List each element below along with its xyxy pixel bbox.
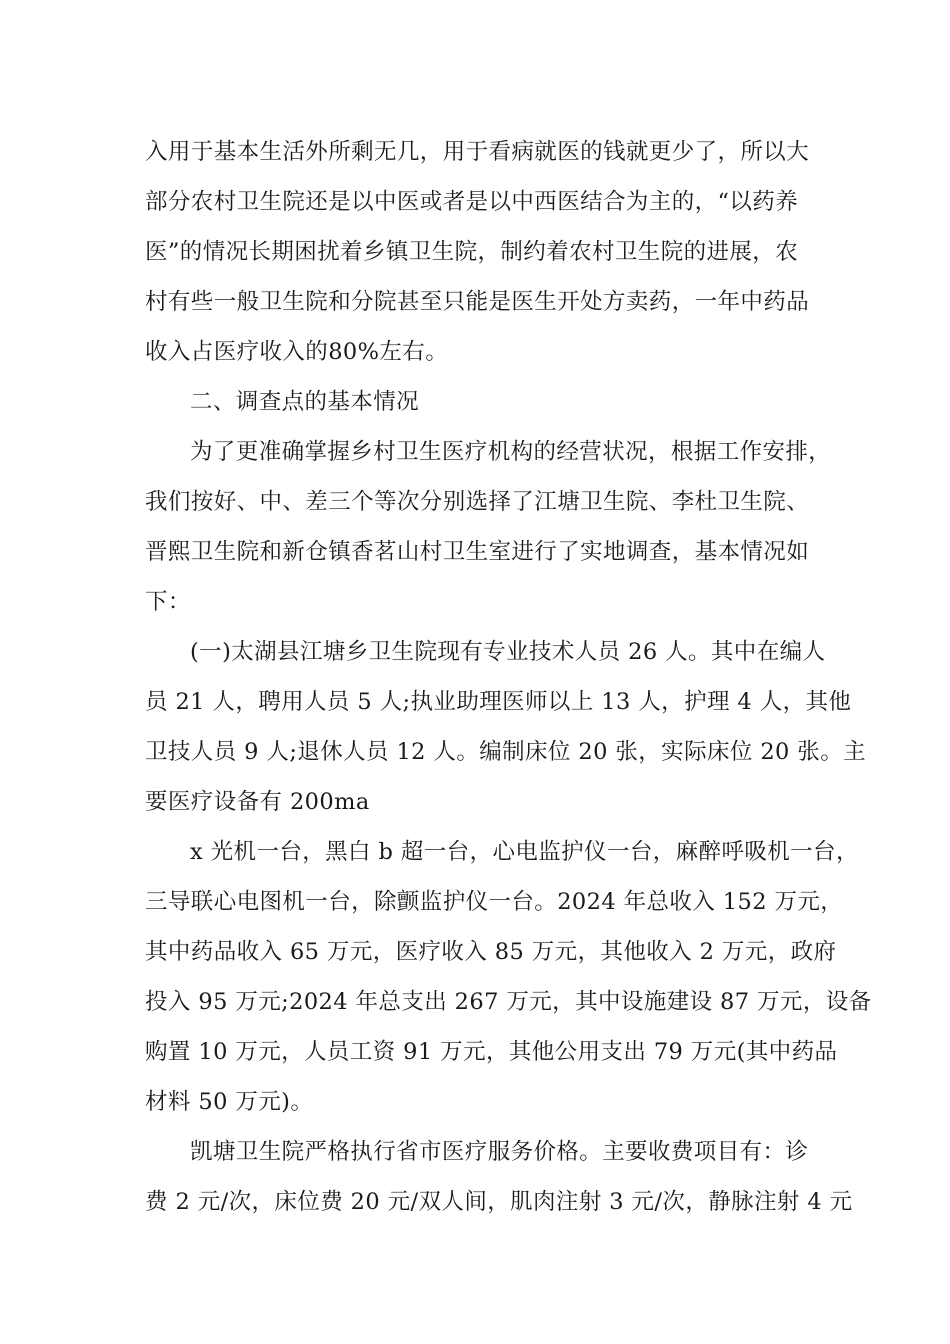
text-line: 为了更准确掌握乡村卫生医疗机构的经营状况，根据工作安排， [190, 439, 832, 465]
text-line: 三导联心电图机一台，除颤监护仪一台。2024 年总收入 152 万元， [145, 889, 844, 915]
text-line: 其中药品收入 65 万元，医疗收入 85 万元，其他收入 2 万元，政府 [145, 939, 837, 965]
text-line: 凯塘卫生院严格执行省市医疗服务价格。主要收费项目有：诊 [190, 1139, 809, 1165]
text-line: 卫技人员 9 人;退休人员 12 人。编制床位 20 张，实际床位 20 张。主 [145, 739, 867, 765]
text-line: 入用于基本生活外所剩无几，用于看病就医的钱就更少了，所以大 [145, 139, 810, 165]
text-line: 我们按好、中、差三个等次分别选择了江塘卫生院、李杜卫生院、 [145, 489, 810, 515]
text-line: 材料 50 万元)。 [145, 1089, 314, 1115]
text-line: 下： [145, 589, 191, 615]
text-line: 购置 10 万元，人员工资 91 万元，其他公用支出 79 万元(其中药品 [145, 1039, 838, 1065]
text-line: 村有些一般卫生院和分院甚至只能是医生开处方卖药，一年中药品 [145, 289, 810, 315]
text-line: 要医疗设备有 200ma [145, 789, 370, 815]
text-line: 收入占医疗收入的80%左右。 [145, 339, 449, 365]
text-line: 晋熙卫生院和新仓镇香茗山村卫生室进行了实地调查，基本情况如 [145, 539, 810, 565]
text-line: (一)太湖县江塘乡卫生院现有专业技术人员 26 人。其中在编人 [190, 639, 826, 665]
text-line: 投入 95 万元;2024 年总支出 267 万元，其中设施建设 87 万元，设备 [145, 989, 872, 1015]
text-line: 员 21 人，聘用人员 5 人;执业助理医师以上 13 人，护理 4 人，其他 [145, 689, 852, 715]
section-heading: 二、调查点的基本情况 [190, 389, 420, 415]
text-line: 部分农村卫生院还是以中医或者是以中西医结合为主的，“以药养 [145, 189, 799, 215]
text-line: x 光机一台，黑白 b 超一台，心电监护仪一台，麻醉呼吸机一台， [190, 839, 859, 865]
text-line: 医”的情况长期困扰着乡镇卫生院，制约着农村卫生院的进展，农 [145, 239, 799, 265]
text-line: 费 2 元/次，床位费 20 元/双人间，肌肉注射 3 元/次，静脉注射 4 元 [145, 1189, 853, 1215]
